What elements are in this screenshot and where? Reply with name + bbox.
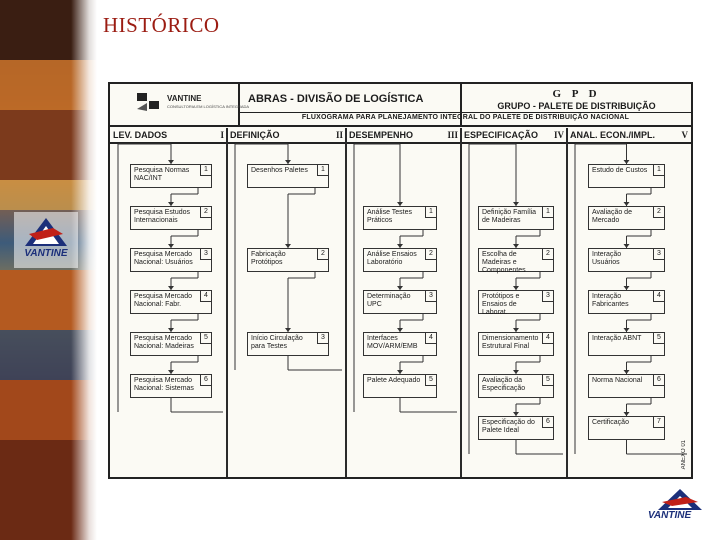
connector-arrow	[397, 244, 403, 248]
flow-step-number: 5	[200, 333, 211, 344]
flow-step-number: 5	[653, 333, 664, 344]
connector-arrow	[513, 244, 519, 248]
flow-step-number: 5	[425, 375, 436, 386]
connector-arrow	[513, 328, 519, 332]
connector-arrow	[397, 202, 403, 206]
connector-arrow	[513, 286, 519, 290]
flow-step-number: 6	[653, 375, 664, 386]
flow-step-label: Fabricação Protótipos	[251, 251, 286, 266]
document-logo-subtitle: CONSULTORIA EM LOGÍSTICA INTEGRADA	[167, 104, 250, 109]
connector-arrow	[168, 244, 174, 248]
flow-step-number: 3	[653, 249, 664, 260]
flow-step-label: Pesquisa Mercado Nacional: Usuários	[134, 251, 193, 266]
group-code: G P D	[552, 88, 601, 100]
flow-step-number: 4	[425, 333, 436, 344]
flow-step-label: Pesquisa Normas NAC/INT	[134, 167, 190, 182]
connector-arrow	[624, 202, 630, 206]
column-header-number: IV	[553, 130, 564, 140]
annex-label: ANEXO 01	[681, 439, 687, 469]
org-title: ABRAS - DIVISÃO DE LOGÍSTICA	[248, 93, 424, 105]
flow-step-label: Protótipos e Ensaios de Laborat.	[482, 293, 520, 316]
flow-connectors	[110, 84, 691, 477]
flow-step-number: 3	[317, 333, 328, 344]
column-header-label: DEFINIÇÃO	[230, 130, 280, 140]
flow-step-number: 3	[200, 249, 211, 260]
flow-step-number: 1	[542, 207, 553, 218]
decorative-photo-strip	[0, 0, 97, 540]
flow-step-number: 6	[200, 375, 211, 386]
column-header-number: V	[681, 130, 688, 140]
connector-arrow	[168, 160, 174, 164]
connector-arrow	[624, 286, 630, 290]
column-header-label: LEV. DADOS	[113, 130, 168, 140]
document-logo-text: VANTINE	[167, 94, 202, 103]
flow-step-number: 2	[317, 249, 328, 260]
connector-arrow	[285, 244, 291, 248]
flow-step-number: 2	[425, 249, 436, 260]
flow-step-number: 1	[425, 207, 436, 218]
connector-arrow	[397, 286, 403, 290]
flow-step-label: Interação Usuários	[592, 251, 622, 266]
flow-step-number: 4	[542, 333, 553, 344]
column-header-number: I	[220, 130, 224, 140]
connector-arrow	[168, 370, 174, 374]
flow-step-label: Avaliação da Especificação	[482, 377, 526, 392]
connector-arrow	[168, 328, 174, 332]
column-header-label: ANAL. ECON./IMPL.	[570, 130, 655, 140]
flow-step-label: Interação Fabricantes	[592, 293, 629, 308]
vantine-logo-bottom-text: VANTINE	[648, 510, 692, 521]
flow-step-number: 7	[653, 417, 664, 428]
connector-arrow	[624, 160, 630, 164]
flow-step-label: Estudo de Custos	[592, 167, 648, 174]
flow-step-label: Certificação	[592, 419, 629, 426]
connector-arrow	[285, 160, 291, 164]
flow-step-label: Análise Ensaios Laboratório	[367, 251, 417, 266]
flow-step-number: 2	[653, 207, 664, 218]
flow-step-number: 2	[200, 207, 211, 218]
connector-arrow	[168, 286, 174, 290]
column-header-label: ESPECIFICAÇÃO	[464, 130, 539, 140]
flow-step-label: Pesquisa Estudos Internacionais	[134, 209, 191, 224]
flow-step-label: Norma Nacional	[592, 377, 643, 384]
flow-step-label: Pesquisa Mercado Nacional: Fabr.	[134, 293, 192, 308]
flow-step-number: 4	[653, 291, 664, 302]
flow-step-number: 6	[542, 417, 553, 428]
flowchart-document	[108, 82, 693, 479]
flow-step-label: Interação ABNT	[592, 335, 642, 342]
connector-arrow	[513, 370, 519, 374]
column-header-number: III	[447, 130, 458, 140]
flow-step-number: 3	[425, 291, 436, 302]
flow-step-label: Definição Família de Madeiras	[482, 209, 537, 224]
flow-step-label: Interfaces MOV/ARM/EMB	[367, 335, 418, 350]
flow-step-number: 3	[542, 291, 553, 302]
flow-step-number: 4	[200, 291, 211, 302]
connector-arrow	[285, 328, 291, 332]
connector-arrow	[624, 412, 630, 416]
connector-arrow	[168, 202, 174, 206]
vantine-logo-bottom-right	[644, 488, 716, 532]
flow-step-label: Especificação do Palete Ideal	[482, 419, 535, 434]
flow-step-label: Análise Testes Práticos	[367, 209, 413, 224]
vantine-logo-left-text: VANTINE	[24, 248, 68, 259]
page-title: HISTÓRICO	[103, 13, 220, 37]
flow-step-label: Escolha de Madeiras e Componentes	[482, 251, 526, 274]
flow-step-number: 2	[542, 249, 553, 260]
flow-step-label: Desenhos Paletes	[251, 167, 308, 174]
connector-arrow	[624, 328, 630, 332]
flow-title: FLUXOGRAMA PARA PLANEJAMENTO INTEGRAL DO PALETE DE DISTRIBUIÇÃO NACIONAL	[301, 114, 630, 121]
column-header-number: II	[335, 130, 343, 140]
connector-arrow	[624, 244, 630, 248]
connector-arrow	[397, 370, 403, 374]
column-header-label: DESEMPENHO	[349, 130, 414, 140]
flow-step-label: Pesquisa Mercado Nacional: Madeiras	[134, 335, 194, 350]
flow-step-number: 1	[200, 165, 211, 176]
flow-step-label: Pesquisa Mercado Nacional: Sistemas	[134, 377, 194, 392]
connector-arrow	[513, 412, 519, 416]
flow-step-label: Avaliação de Mercado	[592, 209, 632, 224]
connector-arrow	[513, 202, 519, 206]
group-title: GRUPO - PALETE DE DISTRIBUIÇÃO	[497, 101, 656, 111]
flow-step-label: Dimensionamento Estrutural Final	[482, 335, 539, 350]
flow-step-label: Palete Adequado	[367, 377, 421, 384]
vantine-logo-left	[14, 212, 78, 268]
flow-step-number: 5	[542, 375, 553, 386]
flow-step-number: 1	[653, 165, 664, 176]
flow-step-label: Início Circulação para Testes	[251, 335, 303, 350]
connector-arrow	[397, 328, 403, 332]
connector-arrow	[624, 370, 630, 374]
flow-step-label: Determinação UPC	[367, 293, 411, 308]
flow-step-number: 1	[317, 165, 328, 176]
